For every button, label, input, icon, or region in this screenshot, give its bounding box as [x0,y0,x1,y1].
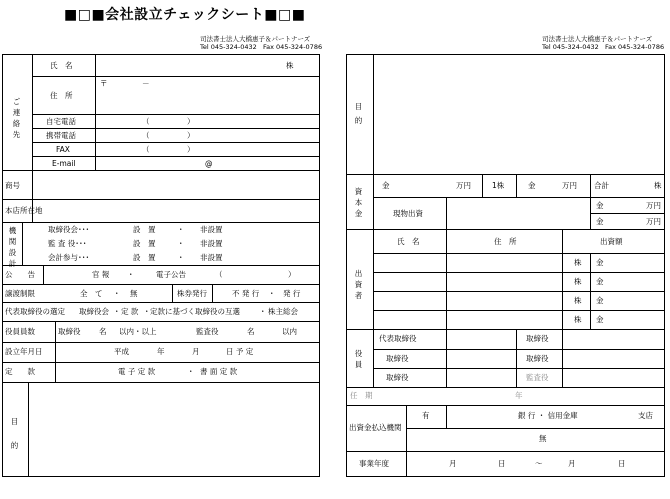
term-label: 任 期 [350,391,373,400]
day-plan: 日 予 定 [226,347,254,356]
notice-label: 公 告 [5,270,35,279]
directors-range: 以内・以上 [119,327,157,336]
home-phone-label: 自宅電話 [46,117,76,126]
separator-dot: ・ [187,367,195,376]
seal-mark: 株 [286,61,294,70]
organ-accounting-set: 設 置 [133,253,156,262]
separator-dot: ・ [113,307,121,316]
articles-electronic: 電 子 定 款 [118,367,156,376]
man-yen: 万円 [562,181,577,190]
directors-label: 取締役 [58,327,81,336]
transfer-none: 無 [130,289,138,298]
yen-sign: 金 [528,181,536,190]
share-yes: 発 行 [283,289,301,298]
fiscal-label: 事業年度 [359,459,389,468]
day-unit: 日 [618,459,626,468]
transfer-label: 譲渡制限 [5,289,35,298]
director-label: 取締役 [386,373,409,382]
day-unit: 日 [498,459,506,468]
director-label: 取締役 [526,354,549,363]
yen-sign: 金 [596,277,604,286]
separator-dot: ・ [113,289,121,298]
yen-sign: 金 [596,217,604,226]
rep-opt-meeting: 株主総会 [268,307,298,316]
year-unit: 年 [157,347,165,356]
total-label: 合計 [594,181,609,190]
capital-label: 資本金 [354,187,363,218]
organ-accounting-label: 会計参与･･･ [48,253,90,262]
organ-auditor-label: 監 査 役･･･ [48,239,87,248]
kabu-unit: 株 [654,181,662,190]
in-kind-label: 現物出資 [393,209,423,218]
branch-label: 支店 [638,411,653,420]
firm-info-right [542,35,664,52]
firm-name: 司法書士法人大橋惠子＆パートナーズ [542,35,653,43]
separator-dot: ・ [143,307,151,316]
investors-label: 出資者 [354,269,363,300]
head-office-label: 本店所在地 [5,206,43,215]
auditor-label: 監査役 [526,373,549,382]
rep-director-label: 代表取締役 [379,334,417,343]
postal-dash: － [142,79,150,88]
organ-accounting-notset: 非設置 [200,253,223,262]
auditors-range: 以内 [282,327,297,336]
firm-fax: Fax 045-324-0786 [263,43,323,52]
firm-info-left [200,35,322,52]
share-no: 不 発 行 [232,289,260,298]
organ-auditor-notset: 非設置 [200,239,223,248]
separator-dot: ・ [259,307,267,316]
mobile-label: 携帯電話 [46,131,76,140]
date-label: 設立年月日 [5,347,43,356]
kabu-unit: 株 [574,258,582,267]
inv-address-header: 住 所 [494,237,517,246]
notice-electronic: 電子公告 [156,270,186,279]
separator-dot: ・ [177,239,185,248]
era: 平成 [114,347,129,356]
postal-mark: 〒 [100,79,108,88]
kabu-unit: 株 [574,296,582,305]
rep-opt-mutual: 定款に基づく取締役の互選 [150,307,240,316]
articles-paper: 書 面 定 款 [200,367,238,376]
man-yen: 万円 [646,201,661,210]
email-at: @ [205,159,213,168]
rep-label: 代表取締役の選定 [5,307,65,316]
share-issue-label: 株券発行 [177,289,207,298]
firm-fax: Fax 045-324-0786 [605,43,665,52]
separator-dot: ・ [177,253,185,262]
notice-official: 官 報 [92,270,110,279]
organ-auditor-set: 設 置 [133,239,156,248]
paren-open: （ [142,145,150,154]
separator-dot: ・ [268,289,276,298]
bank-no: 無 [539,434,547,443]
paren-close: ） [288,270,296,279]
right-form [346,54,665,477]
inv-name-header: 氏 名 [397,237,420,246]
kabu-unit: 株 [574,277,582,286]
officers-label-right: 役員 [354,349,363,369]
bank-types: 銀 行 ・ 信用金庫 [518,411,578,420]
separator-dot: ・ [127,270,135,279]
auditors-unit: 名 [247,327,255,336]
yen-sign: 金 [596,258,604,267]
organ-board-set: 設 置 [133,225,156,234]
paren-close: ） [187,131,195,140]
man-yen: 万円 [646,217,661,226]
rep-opt-articles: 定 款 [121,307,139,316]
term-year: 年 [515,391,523,400]
transfer-all: 全 て [80,289,103,298]
bank-yes: 有 [422,411,430,420]
organ-board-notset: 非設置 [200,225,223,234]
auditors-label: 監査役 [196,327,219,336]
man-yen: 万円 [456,181,471,190]
paren-close: ） [187,145,195,154]
firm-name: 司法書士法人大橋惠子＆パートナーズ [200,35,311,43]
month-unit: 月 [192,347,200,356]
yen-sign: 金 [596,201,604,210]
tilde: ～ [535,459,543,468]
purpose-label-right: 目的 [354,102,363,125]
rep-opt-board: 取締役会 [79,307,109,316]
yen-sign: 金 [596,315,604,324]
articles-label: 定 款 [5,367,35,376]
contact-label: ご連絡先 [12,97,21,139]
separator-dot: ・ [177,225,185,234]
month-unit: 月 [449,459,457,468]
director-label: 取締役 [386,354,409,363]
paren-open: （ [142,131,150,140]
bank-label: 出資金払込機関 [349,423,402,432]
organ-board-label: 取締役会･･･ [48,225,90,234]
yen-sign: 金 [596,296,604,305]
director-label: 取締役 [526,334,549,343]
inv-amount-header: 出資額 [600,237,623,246]
yen-sign: 金 [382,181,390,190]
email-label: E-mail [52,159,76,168]
paren-close: ） [187,117,195,126]
officers-count-label: 役員員数 [5,327,35,336]
month-unit: 月 [568,459,576,468]
address-label: 住 所 [50,91,73,100]
name-label: 氏 名 [50,61,73,70]
organ-label: 機関設計 [8,226,17,268]
per-share-label: 1株 [492,181,505,190]
firm-tel: Tel 045-324-0432 [542,43,599,52]
fax-label: FAX [56,145,70,154]
trade-name-label: 商号 [5,181,20,190]
firm-tel: Tel 045-324-0432 [200,43,257,52]
purpose-label-left: 目的 [10,417,19,450]
kabu-unit: 株 [574,315,582,324]
directors-unit: 名 [99,327,107,336]
paren-open: （ [142,117,150,126]
paren-open: （ [215,270,223,279]
page-title: ■□■会社設立チェックシート■□■ [64,7,306,23]
